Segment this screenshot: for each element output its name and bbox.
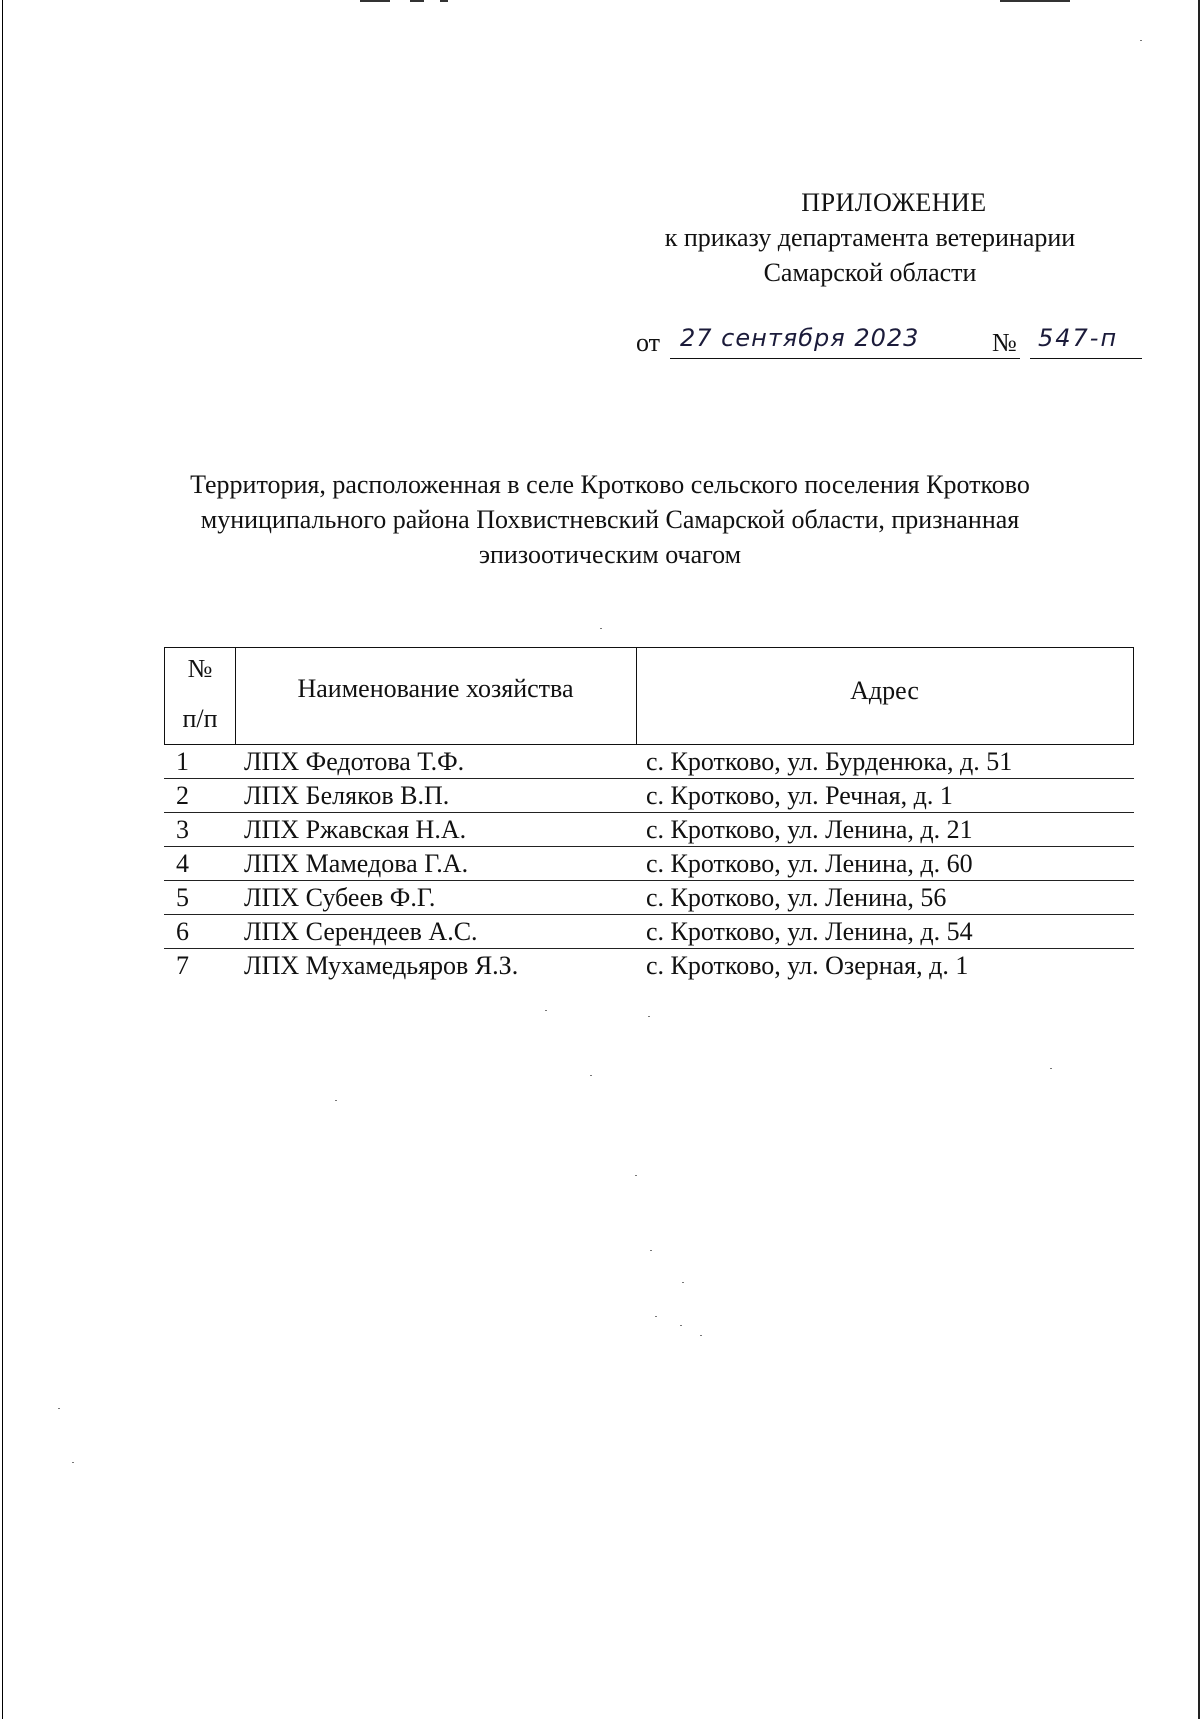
scan-speck — [590, 1075, 592, 1076]
row-farm-name: ЛПХ Ржавская Н.А. — [244, 815, 467, 844]
scan-top-marks — [300, 0, 1200, 3]
row-farm-name: ЛПХ Федотова Т.Ф. — [244, 747, 465, 776]
row-farm-name: ЛПХ Мамедова Г.А. — [244, 849, 469, 878]
row-farm-name: ЛПХ Субеев Ф.Г. — [244, 883, 436, 912]
appendix-subtitle-line: к приказу департамента ветеринарии — [664, 223, 1076, 252]
scan-speck — [335, 1100, 337, 1101]
appendix-header — [560, 185, 1180, 290]
table-row — [164, 949, 1134, 983]
table-body — [164, 745, 1134, 983]
document-title-line-1: Территория, расположенная в селе Кротково сельского поселения Кротково — [190, 470, 1030, 499]
from-label: от — [636, 328, 661, 357]
scan-speck — [680, 1325, 682, 1326]
appendix-subtitle-region: Самарской области — [763, 258, 977, 287]
table-row — [164, 915, 1134, 949]
farms-table — [164, 647, 1134, 983]
row-number: 2 — [176, 781, 189, 810]
scan-speck — [1140, 40, 1142, 41]
scan-speck — [72, 1462, 74, 1463]
scan-speck — [650, 1250, 652, 1251]
scan-speck — [700, 1335, 702, 1336]
row-address: с. Кротково, ул. Ленина, 56 — [646, 883, 947, 912]
order-date-handwritten: 27 сентября 2023 — [680, 324, 920, 352]
header-address-cell — [636, 648, 1133, 744]
table-row — [164, 779, 1134, 813]
order-number-field — [1030, 326, 1142, 359]
row-number: 7 — [176, 951, 189, 980]
row-farm-name: ЛПХ Беляков В.П. — [244, 781, 450, 810]
row-number: 6 — [176, 917, 189, 946]
scan-edge-left — [2, 0, 3, 1719]
row-address: с. Кротково, ул. Ленина, д. 60 — [646, 849, 973, 878]
order-reference — [636, 326, 1136, 362]
row-number: 3 — [176, 815, 189, 844]
header-name-label: Наименование хозяйства — [297, 674, 574, 703]
row-farm-name: ЛПХ Мухамедьяров Я.З. — [244, 951, 519, 980]
row-farm-name: ЛПХ Серендеев А.С. — [244, 917, 478, 946]
scan-speck — [635, 1175, 637, 1176]
table-row — [164, 847, 1134, 881]
header-address-label: Адрес — [850, 676, 919, 705]
document-title — [150, 467, 1070, 572]
row-address: с. Кротково, ул. Речная, д. 1 — [646, 781, 953, 810]
table-row — [164, 813, 1134, 847]
number-label: № — [992, 328, 1017, 357]
row-number: 1 — [176, 747, 189, 776]
order-date-field — [670, 326, 1020, 359]
scan-speck — [58, 1408, 60, 1409]
order-number-handwritten: 547-п — [1038, 324, 1119, 352]
header-number-cell — [165, 648, 236, 744]
row-number: 5 — [176, 883, 189, 912]
scan-speck — [648, 1016, 650, 1017]
appendix-title: ПРИЛОЖЕНИЕ — [801, 188, 987, 217]
row-address: с. Кротково, ул. Озерная, д. 1 — [646, 951, 969, 980]
table-row — [164, 881, 1134, 915]
header-name-cell — [235, 648, 637, 744]
header-number-pp: п/п — [182, 704, 218, 733]
document-title-line-2: муниципального района Похвистневский Самарской области, признанная — [200, 505, 1020, 534]
scan-speck — [1050, 1068, 1052, 1069]
row-number: 4 — [176, 849, 189, 878]
table-row — [164, 745, 1134, 779]
scan-speck — [655, 1316, 657, 1317]
scan-speck — [600, 628, 602, 629]
table-header — [164, 647, 1134, 745]
document-title-line-3: эпизоотическим очагом — [478, 540, 742, 569]
row-address: с. Кротково, ул. Ленина, д. 21 — [646, 815, 973, 844]
header-number-sign: № — [187, 654, 213, 683]
row-address: с. Кротково, ул. Ленина, д. 54 — [646, 917, 973, 946]
row-address: с. Кротково, ул. Бурденюка, д. 51 — [646, 747, 1013, 776]
scan-speck — [682, 1282, 684, 1283]
scan-speck — [545, 1010, 547, 1011]
